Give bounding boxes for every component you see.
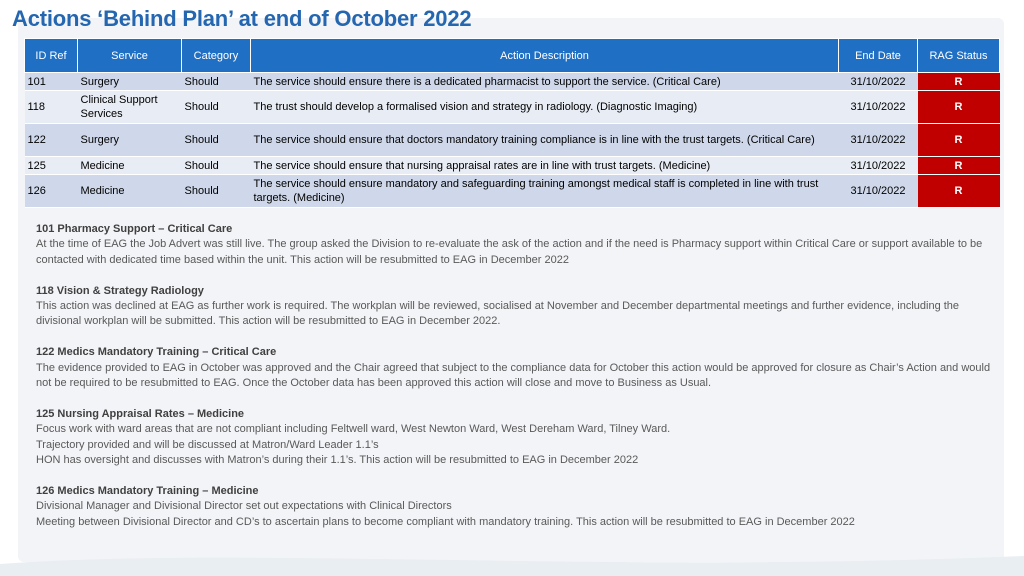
action-notes — [36, 222, 996, 545]
note-title: 101 Pharmacy Support – Critical Care — [36, 223, 233, 235]
note-text: Meeting between Divisional Director and CD’s to ascertain plans to become compliant with mandatory training. This action will be resubmitted to EAG in December 2022 — [36, 515, 855, 528]
table-header-row — [25, 39, 1000, 73]
actions-table — [24, 38, 1000, 208]
cell-category: Should — [182, 157, 251, 175]
actions-table-container — [24, 38, 999, 208]
note-title: 126 Medics Mandatory Training – Medicine — [36, 484, 259, 497]
cell-category: Should — [182, 175, 251, 208]
cell-end-date: 31/10/2022 — [839, 175, 918, 208]
cell-service: Clinical Support Services — [78, 91, 182, 124]
header-action-description: Action Description — [251, 39, 839, 73]
cell-id: 125 — [25, 157, 78, 175]
cell-end-date: 31/10/2022 — [839, 73, 918, 91]
cell-description: The service should ensure there is a dedicated pharmacist to support the service. (Critical Care) — [251, 73, 839, 91]
header-service: Service — [78, 39, 182, 73]
cell-service: Medicine — [78, 157, 182, 175]
cell-end-date: 31/10/2022 — [839, 91, 918, 124]
cell-description: The service should ensure mandatory and safeguarding training amongst medical staff is completed in line with trust targets. (Medicine) — [251, 175, 839, 208]
table-row — [25, 73, 1000, 91]
note-118 — [36, 284, 996, 330]
page-title: Actions ‘Behind Plan’ at end of October 2022 — [12, 6, 472, 31]
cell-description: The service should ensure that nursing appraisal rates are in line with trust targets. (Medicine) — [251, 157, 839, 175]
cell-category: Should — [182, 124, 251, 157]
note-text: This action was declined at EAG as further work is required. The workplan will be reviewed, socialised at November and December departmental meetings and further evidence, including the divisional workplan will be submitted. This action will be resubmitted to EAG in December 2022. — [36, 300, 960, 328]
header-end-date: End Date — [839, 39, 918, 73]
note-122 — [36, 345, 996, 391]
rag-status-badge: R — [918, 124, 1000, 157]
cell-service: Medicine — [78, 175, 182, 208]
cell-category: Should — [182, 73, 251, 91]
note-126 — [36, 484, 996, 530]
cell-description: The trust should develop a formalised vision and strategy in radiology. (Diagnostic Imaging) — [251, 91, 839, 124]
note-title: 118 Vision & Strategy Radiology — [36, 284, 204, 297]
rag-status-badge: R — [918, 91, 1000, 124]
header-rag-status: RAG Status — [918, 39, 1000, 73]
note-text: Focus work with ward areas that are not compliant including Feltwell ward, West Newton Ward, West Dereham Ward, Tilney Ward. — [36, 423, 671, 436]
rag-status-badge: R — [918, 73, 1000, 91]
table-row — [25, 175, 1000, 208]
cell-description: The service should ensure that doctors mandatory training compliance is in line with the trust targets. (Critical Care) — [251, 124, 839, 157]
table-row — [25, 91, 1000, 124]
note-text: Divisional Manager and Divisional Director set out expectations with Clinical Directors — [36, 500, 452, 513]
cell-service: Surgery — [78, 73, 182, 91]
cell-id: 122 — [25, 124, 78, 157]
cell-service: Surgery — [78, 124, 182, 157]
rag-status-badge: R — [918, 175, 1000, 208]
note-text: HON has oversight and discusses with Matron’s during their 1.1’s. This action will be resubmitted to EAG in December 2022 — [36, 454, 639, 467]
note-125 — [36, 407, 996, 469]
cell-category: Should — [182, 91, 251, 124]
note-title: 122 Medics Mandatory Training – Critical Care — [36, 346, 277, 359]
rag-status-badge: R — [918, 157, 1000, 175]
cell-end-date: 31/10/2022 — [839, 124, 918, 157]
table-row — [25, 157, 1000, 175]
note-title: 125 Nursing Appraisal Rates – Medicine — [36, 407, 245, 420]
header-category: Category — [182, 39, 251, 73]
note-text: The evidence provided to EAG in October was approved and the Chair agreed that subject to the compliance data for October this action would be approved for closure as Chair’s Action and would not be required to be resubmitted to EAG. Once the October data has been approved this action will close and move to Business as Usual. — [36, 361, 991, 390]
note-text: Trajectory provided and will be discussed at Matron/Ward Leader 1.1’s — [36, 438, 379, 451]
cell-id: 126 — [25, 175, 78, 208]
note-text: At the time of EAG the Job Advert was still live. The group asked the Division to re-evaluate the ask of the action and if the need is Pharmacy support within Critical Care or support available to be contacted with dedicated time based within the unit. This action will be resubmitted to EAG in December 2022 — [36, 238, 983, 266]
table-row — [25, 124, 1000, 157]
header-id-ref: ID Ref — [25, 39, 78, 73]
cell-id: 101 — [25, 73, 78, 91]
cell-end-date: 31/10/2022 — [839, 157, 918, 175]
cell-id: 118 — [25, 91, 78, 124]
note-101 — [36, 222, 996, 268]
